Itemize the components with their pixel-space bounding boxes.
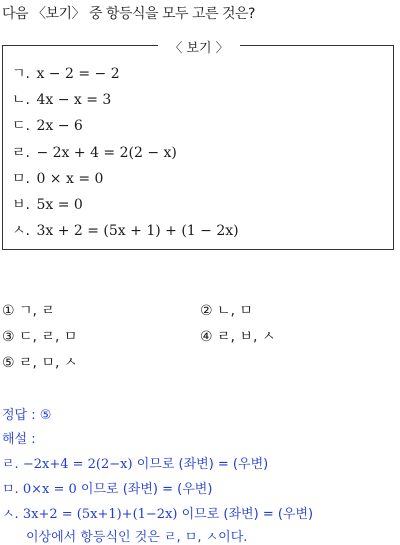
item-expression: x − 2 = − 2 bbox=[36, 66, 120, 82]
example-item bbox=[12, 142, 177, 162]
choice-1[interactable]: ① ㄱ, ㄹ bbox=[2, 303, 55, 319]
explanation-line bbox=[2, 453, 268, 472]
item-label: ㅂ. bbox=[12, 197, 30, 213]
item-expression: 4x − x = 3 bbox=[36, 92, 112, 108]
item-label: ㄹ. bbox=[12, 145, 30, 161]
item-label: ㅅ. bbox=[12, 223, 30, 239]
item-expression: 0 × x = 0 bbox=[36, 171, 104, 187]
explanation-rest: 이므로 (좌변) = (우변) bbox=[177, 507, 314, 522]
explanation-line bbox=[2, 503, 313, 522]
example-item bbox=[12, 220, 239, 240]
explanation-line bbox=[2, 478, 212, 497]
item-expression: 3x + 2 = (5x + 1) + (1 − 2x) bbox=[36, 223, 239, 239]
item-expression: 2x − 6 bbox=[36, 118, 83, 134]
choice-2[interactable]: ② ㄴ, ㅁ bbox=[200, 303, 253, 319]
explanation-math: 3x+2 = (5x+1)+(1−2x) bbox=[22, 507, 178, 522]
conclusion-line: 이상에서 항등식인 것은 ㄹ, ㅁ, ㅅ이다. bbox=[26, 530, 248, 545]
example-box bbox=[2, 41, 394, 250]
example-item bbox=[12, 194, 83, 214]
explanation-rest: 이므로 (좌변) = (우변) bbox=[132, 457, 269, 472]
explanation-math: −2x+4 = 2(2−x) bbox=[22, 457, 133, 472]
item-label: ㅁ. bbox=[12, 171, 30, 187]
item-expression: − 2x + 4 = 2(2 − x) bbox=[36, 145, 177, 161]
item-label: ㄷ. bbox=[12, 118, 30, 134]
item-label: ㄱ. bbox=[12, 66, 30, 82]
example-item bbox=[12, 168, 103, 188]
answer-line: 정답 : ⑤ bbox=[2, 408, 52, 423]
item-expression: 5x = 0 bbox=[36, 197, 83, 213]
choice-3[interactable]: ③ ㄷ, ㄹ, ㅁ bbox=[2, 329, 78, 345]
explanation-prefix: ㅅ. bbox=[2, 507, 19, 522]
example-item bbox=[12, 63, 120, 83]
explanation-prefix: ㅁ. bbox=[2, 482, 19, 497]
item-label: ㄴ. bbox=[12, 92, 30, 108]
example-item bbox=[12, 89, 111, 109]
explanation-math: 0×x = 0 bbox=[22, 482, 77, 497]
choice-4[interactable]: ④ ㄹ, ㅂ, ㅅ bbox=[200, 329, 276, 345]
explanation-prefix: ㄹ. bbox=[2, 457, 19, 472]
explanation-rest: 이므로 (좌변) = (우변) bbox=[76, 482, 213, 497]
question-text: 다음 〈보기〉 중 항등식을 모두 고른 것은? bbox=[2, 6, 255, 22]
explanation-heading: 해설 : bbox=[2, 432, 36, 447]
example-item bbox=[12, 115, 83, 135]
choice-5[interactable]: ⑤ ㄹ, ㅁ, ㅅ bbox=[2, 355, 78, 371]
example-box-title: 〈 보기 〉 bbox=[158, 37, 240, 56]
